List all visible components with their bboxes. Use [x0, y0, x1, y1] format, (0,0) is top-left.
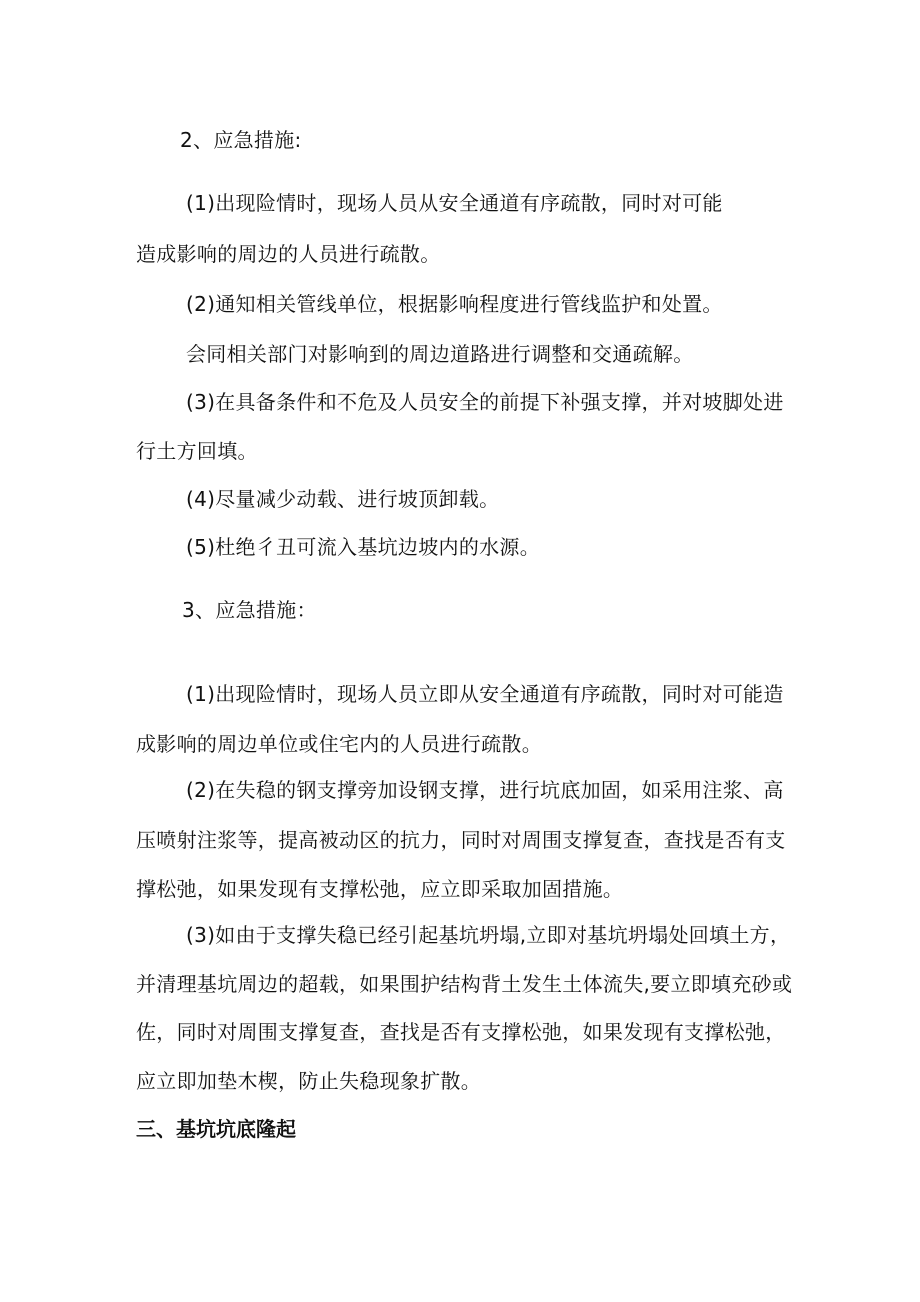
section-2-item-1-line-1: (1)出现险情时，现场人员从安全通道有序疏散，同时对可能 — [186, 191, 723, 215]
section-3-item-2-line-1: (2)在失稳的钢支撑旁加设钢支撑，进行坑底加固，如采用注浆、高 — [186, 778, 784, 802]
next-section-heading: 三、基坑坑底隆起 — [136, 1117, 296, 1141]
section-2-item-1-line-2: 造成影响的周边的人员进行疏散。 — [136, 242, 441, 266]
section-3-item-3-line-4: 应立即加垫木楔，防止失稳现象扩散。 — [136, 1069, 482, 1093]
section-2-item-4: (4)尽量减少动载、进行坡顶卸载。 — [186, 487, 500, 511]
section-3-item-3-line-1: (3)如由于支撑失稳已经引起基坑坍塌,立即对基坑坍塌处回填土方， — [186, 923, 791, 947]
section-2-item-5: (5)杜绝彳丑可流入基坑边坡内的水源。 — [186, 535, 541, 559]
section-2-item-2-line-2: 会同相关部门对影响到的周边道路进行调整和交通疏解。 — [186, 342, 694, 366]
section-3-item-3-line-3: 佐，同时对周围支撑复查，查找是否有支撑松弛，如果发现有支撑松弛， — [136, 1020, 786, 1044]
section-3-item-2-line-2: 压喷射注浆等，提高被动区的抗力，同时对周围支撑复查，查找是否有支 — [136, 828, 786, 852]
section-2-item-3-line-2: 行土方回填。 — [136, 439, 258, 463]
section-3-item-2-line-3: 撑松弛，如果发现有支撑松弛，应立即采取加固措施。 — [136, 877, 624, 901]
section-2-title: 2、应急措施: — [180, 128, 302, 152]
section-2-item-3-line-1: (3)在具备条件和不危及人员安全的前提下补强支撑，并对坡脚处进 — [186, 390, 784, 414]
section-3-title: 3、应急措施： — [182, 598, 317, 622]
section-3-item-3-line-2: 并清理基坑周边的超载，如果围护结构背土发生土体流失,要立即填充砂或 — [136, 972, 793, 996]
section-3-item-1-line-2: 成影响的周边单位或住宅内的人员进行疏散。 — [136, 732, 542, 756]
section-3-item-1-line-1: (1)出现险情时，现场人员立即从安全通道有序疏散，同时对可能造 — [186, 682, 784, 706]
section-2-item-2-line-1: (2)通知相关管线单位，根据影响程度进行管线监护和处置。 — [186, 292, 723, 316]
